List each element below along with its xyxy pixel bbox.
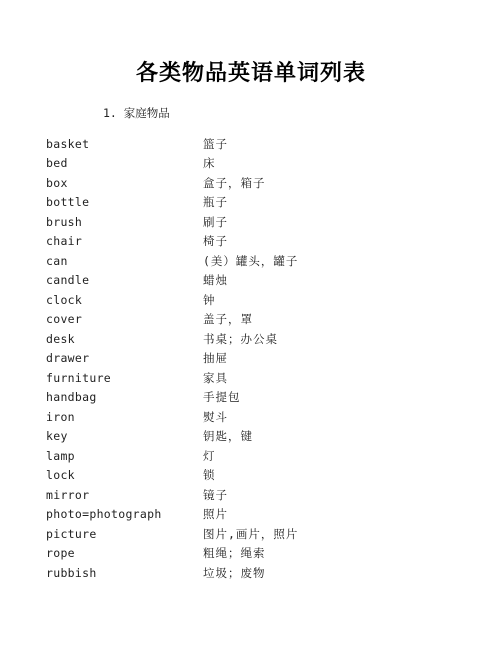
english-word: rope: [46, 546, 75, 561]
chinese-translation: 手提包: [203, 390, 241, 405]
list-item: [46, 251, 466, 271]
chinese-translation: 书桌；办公桌: [203, 331, 278, 346]
chinese-translation: 垃圾；废物: [203, 565, 266, 580]
chinese-translation: (美）罐头，罐子: [203, 253, 299, 268]
english-word: lamp: [46, 448, 75, 463]
english-word: box: [46, 175, 68, 190]
english-word: lock: [46, 468, 75, 483]
list-item: [46, 134, 466, 154]
list-item: [46, 349, 466, 369]
english-word: cover: [46, 312, 83, 327]
list-item: [46, 466, 466, 486]
list-item: [46, 427, 466, 447]
chinese-translation: 盒子，箱子: [203, 175, 266, 190]
english-word: can: [46, 253, 68, 268]
chinese-translation: 锁: [203, 468, 216, 483]
english-word: bottle: [46, 195, 90, 210]
list-item: [46, 563, 466, 583]
english-word: iron: [46, 409, 75, 424]
english-word: brush: [46, 214, 83, 229]
english-word: photo=photograph: [46, 507, 162, 522]
list-item: [46, 232, 466, 252]
list-item: [46, 290, 466, 310]
chinese-translation: 瓶子: [203, 195, 228, 210]
list-item: [46, 310, 466, 330]
english-word: furniture: [46, 370, 112, 385]
english-word: candle: [46, 273, 90, 288]
chinese-translation: 粗绳；绳索: [203, 546, 266, 561]
english-word: handbag: [46, 390, 97, 405]
list-item: [46, 154, 466, 174]
chinese-translation: 镜子: [203, 487, 228, 502]
chinese-translation: 家具: [203, 370, 228, 385]
chinese-translation: 抽屉: [203, 351, 228, 366]
english-word: desk: [46, 331, 75, 346]
chinese-translation: 篮子: [203, 136, 228, 151]
list-item: [46, 407, 466, 427]
list-item: [46, 173, 466, 193]
word-list: [46, 134, 466, 583]
section-heading: 1. 家庭物品: [103, 106, 170, 120]
chinese-translation: 盖子，罩: [203, 312, 253, 327]
english-word: drawer: [46, 351, 90, 366]
chinese-translation: 灯: [203, 448, 216, 463]
chinese-translation: 钟: [203, 292, 216, 307]
list-item: [46, 271, 466, 291]
chinese-translation: 照片: [203, 507, 228, 522]
english-word: bed: [46, 156, 68, 171]
list-item: [46, 193, 466, 213]
chinese-translation: 图片,画片，照片: [203, 526, 299, 541]
chinese-translation: 钥匙，键: [203, 429, 253, 444]
chinese-translation: 蜡烛: [203, 273, 228, 288]
chinese-translation: 熨斗: [203, 409, 228, 424]
list-item: [46, 368, 466, 388]
list-item: [46, 505, 466, 525]
english-word: chair: [46, 234, 83, 249]
english-word: key: [46, 429, 68, 444]
english-word: picture: [46, 526, 97, 541]
list-item: [46, 329, 466, 349]
list-item: [46, 212, 466, 232]
list-item: [46, 485, 466, 505]
english-word: rubbish: [46, 565, 97, 580]
english-word: basket: [46, 136, 90, 151]
chinese-translation: 椅子: [203, 234, 228, 249]
english-word: mirror: [46, 487, 90, 502]
list-item: [46, 524, 466, 544]
list-item: [46, 388, 466, 408]
list-item: [46, 544, 466, 564]
chinese-translation: 床: [203, 156, 216, 171]
page-title: 各类物品英语单词列表: [135, 60, 366, 86]
list-item: [46, 446, 466, 466]
chinese-translation: 刷子: [203, 214, 228, 229]
english-word: clock: [46, 292, 83, 307]
